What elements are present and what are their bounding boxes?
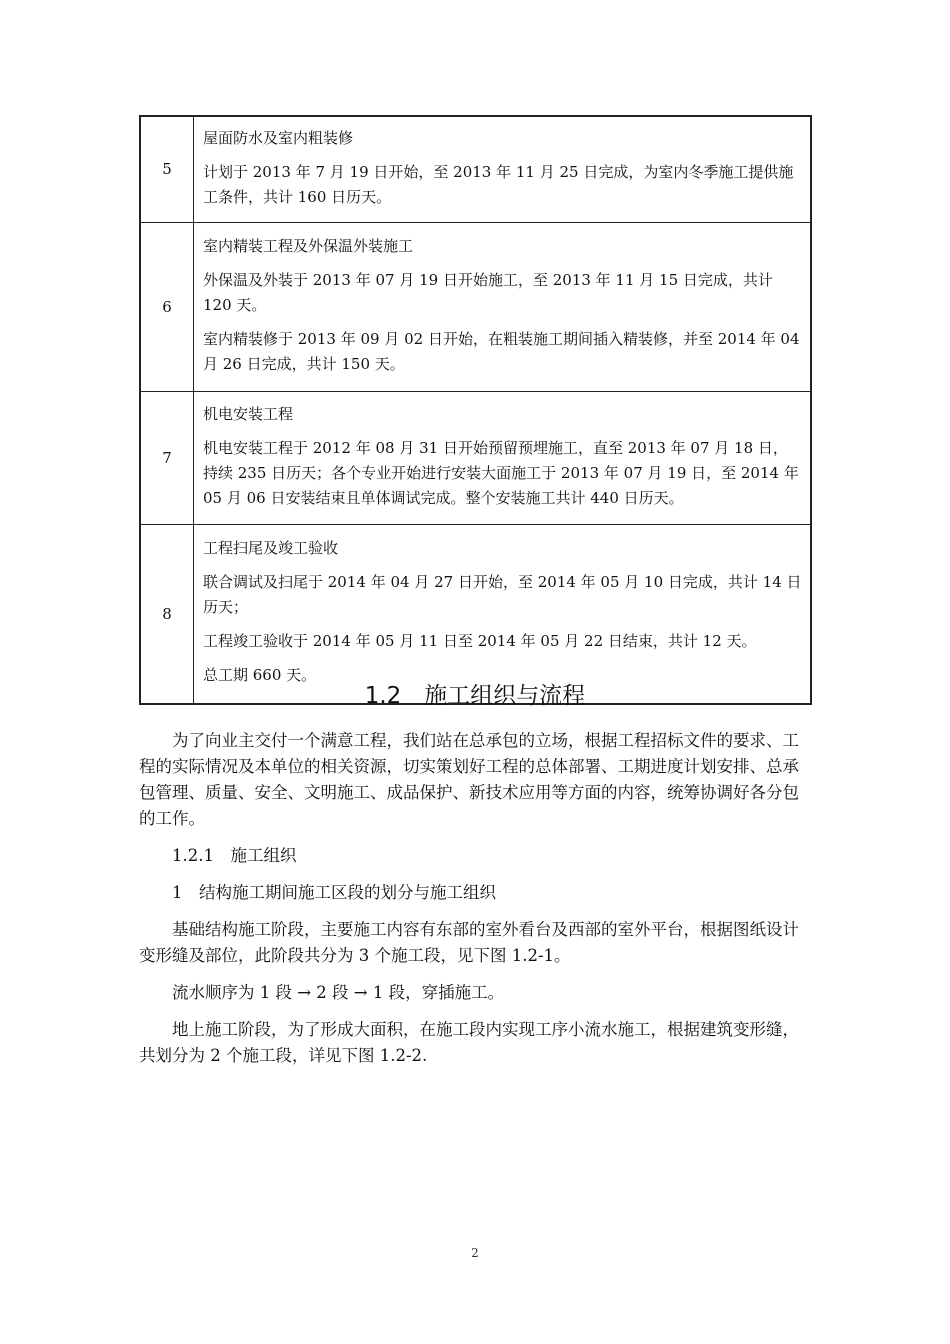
row-paragraph: 联合调试及扫尾于 2014 年 04 月 27 日开始，至 2014 年 05 月 10 日完成，共计 14 日历天； bbox=[203, 573, 802, 616]
row-number: 7 bbox=[140, 392, 194, 525]
row-paragraph: 计划于 2013 年 7 月 19 日开始，至 2013 年 11 月 25 日完成，为室内冬季施工提供施工条件，共计 160 日历天。 bbox=[203, 162, 794, 206]
row-title: 室内精装工程及外保温外装施工 bbox=[203, 236, 414, 255]
body-paragraph: 流水顺序为 1 段 → 2 段 → 1 段，穿插施工。 bbox=[172, 983, 505, 1002]
row-number: 6 bbox=[140, 223, 194, 392]
row-content bbox=[194, 116, 812, 223]
row-paragraph: 室内精装修于 2013 年 09 月 02 日开始，在粗装施工期间插入精装修，并至 2014 年 04 月 26 日完成，共计 150 天。 bbox=[203, 329, 800, 373]
table-row bbox=[140, 392, 811, 525]
section-body bbox=[139, 728, 809, 1080]
table-row bbox=[140, 116, 811, 223]
body-paragraph: 地上施工阶段，为了形成大面积，在施工段内实现工序小流水施工，根据建筑变形缝，共划分为 2 个施工段，详见下图 1.2-2. bbox=[139, 1020, 799, 1065]
row-paragraph: 外保温及外装于 2013 年 07 月 19 日开始施工，至 2013 年 11 月 15 日完成，共计 120 天。 bbox=[203, 270, 773, 314]
row-title: 屋面防水及室内粗装修 bbox=[203, 128, 354, 147]
row-content bbox=[194, 223, 812, 392]
row-title: 工程扫尾及竣工验收 bbox=[203, 539, 339, 557]
row-paragraph: 总工期 660 天。 bbox=[203, 666, 317, 684]
body-paragraph: 基础结构施工阶段，主要施工内容有东部的室外看台及西部的室外平台，根据图纸设计变形缝及部位，此阶段共分为 3 个施工段，见下图 1.2-1。 bbox=[139, 920, 799, 965]
subsection-heading: 1.2.1 施工组织 bbox=[172, 846, 297, 865]
page-number: 2 bbox=[471, 1246, 479, 1260]
row-number: 5 bbox=[140, 116, 194, 223]
row-number: 8 bbox=[140, 525, 194, 705]
section-heading: 1.2 施工组织与流程 bbox=[364, 683, 586, 709]
row-title: 机电安装工程 bbox=[203, 404, 294, 423]
row-content bbox=[194, 392, 812, 525]
row-paragraph: 工程竣工验收于 2014 年 05 月 11 日至 2014 年 05 月 22 日结束，共计 12 天。 bbox=[203, 632, 757, 650]
table-row bbox=[140, 223, 811, 392]
item-heading: 1 结构施工期间施工区段的划分与施工组织 bbox=[172, 883, 496, 902]
schedule-table bbox=[139, 115, 812, 705]
intro-paragraph: 为了向业主交付一个满意工程，我们站在总承包的立场，根据工程招标文件的要求、工程的实际情况及本单位的相关资源，切实策划好工程的总体部署、工期进度计划安排、总承包管理、质量、安全、文明施工、成品保护、新技术应用等方面的内容，统筹协调好各分包的工作。 bbox=[139, 731, 799, 828]
row-paragraph: 机电安装工程于 2012 年 08 月 31 日开始预留预埋施工，直至 2013 年 07 月 18 日，持续 235 日历天；各个专业开始进行安装大面施工于 2013 年 07 月 19 日，至 2014 年 05 月 06 日安装结束且单体调试完成。整个安装施工共计 440 日历天。 bbox=[203, 438, 799, 507]
